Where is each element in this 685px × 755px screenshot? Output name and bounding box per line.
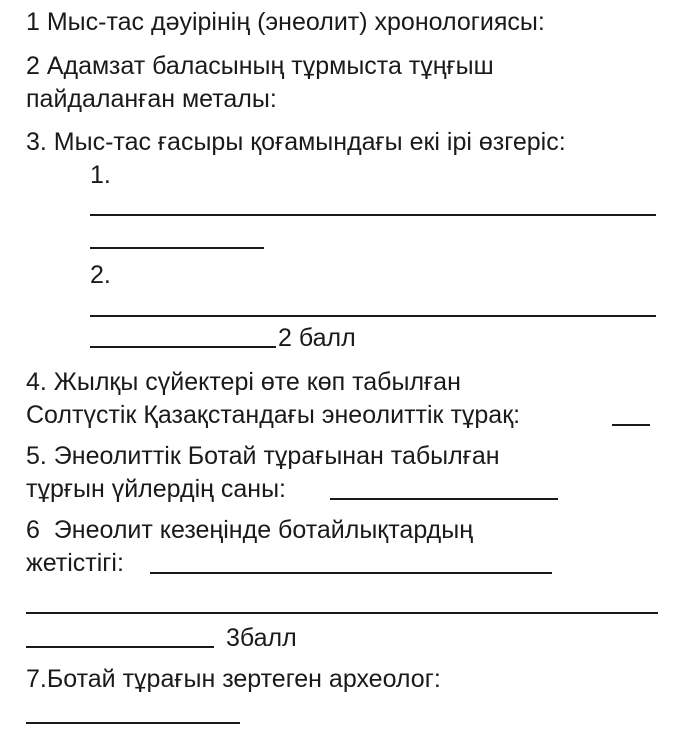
- answer-line-3-2a[interactable]: [90, 315, 656, 317]
- question-6-points: 3балл: [226, 624, 297, 652]
- question-2-line-1: 2 Адамзат баласының тұрмыста тұңғыш: [26, 52, 494, 80]
- answer-line-3-1a[interactable]: [90, 214, 656, 216]
- answer-line-6c[interactable]: [26, 646, 214, 648]
- question-1: 1 Мыс-тас дәуірінің (энеолит) хронологиясы:: [26, 8, 545, 36]
- answer-line-3-2b[interactable]: [90, 346, 276, 348]
- question-4-line-2: Солтүстік Қазақстандағы энеолиттік тұрақ:: [26, 401, 521, 429]
- answer-line-3-1b[interactable]: [90, 247, 264, 249]
- answer-line-6b[interactable]: [26, 612, 658, 614]
- question-3-points: 2 балл: [278, 324, 356, 352]
- answer-line-6a[interactable]: [150, 572, 552, 574]
- question-5-line-1: 5. Энеолиттік Ботай тұрағынан табылған: [26, 442, 500, 470]
- answer-line-4[interactable]: [612, 424, 650, 426]
- question-7: 7.Ботай тұрағын зертеген археолог:: [26, 665, 441, 693]
- answer-line-7[interactable]: [26, 722, 240, 724]
- question-3-item-1-label: 1.: [90, 161, 111, 189]
- question-4-line-1: 4. Жылқы сүйектері өте көп табылған: [26, 368, 461, 396]
- answer-line-5[interactable]: [330, 498, 558, 500]
- question-6-line-2: жетістігі:: [26, 549, 124, 577]
- question-6-line-1: 6 Энеолит кезеңінде ботайлықтардың: [26, 516, 474, 544]
- question-3-item-2-label: 2.: [90, 261, 111, 289]
- question-5-line-2: тұрғын үйлердің саны:: [26, 475, 286, 503]
- question-2-line-2: пайдаланған металы:: [26, 85, 277, 113]
- question-3: 3. Мыс-тас ғасыры қоғамындағы екі ірі өзгеріс:: [26, 128, 566, 156]
